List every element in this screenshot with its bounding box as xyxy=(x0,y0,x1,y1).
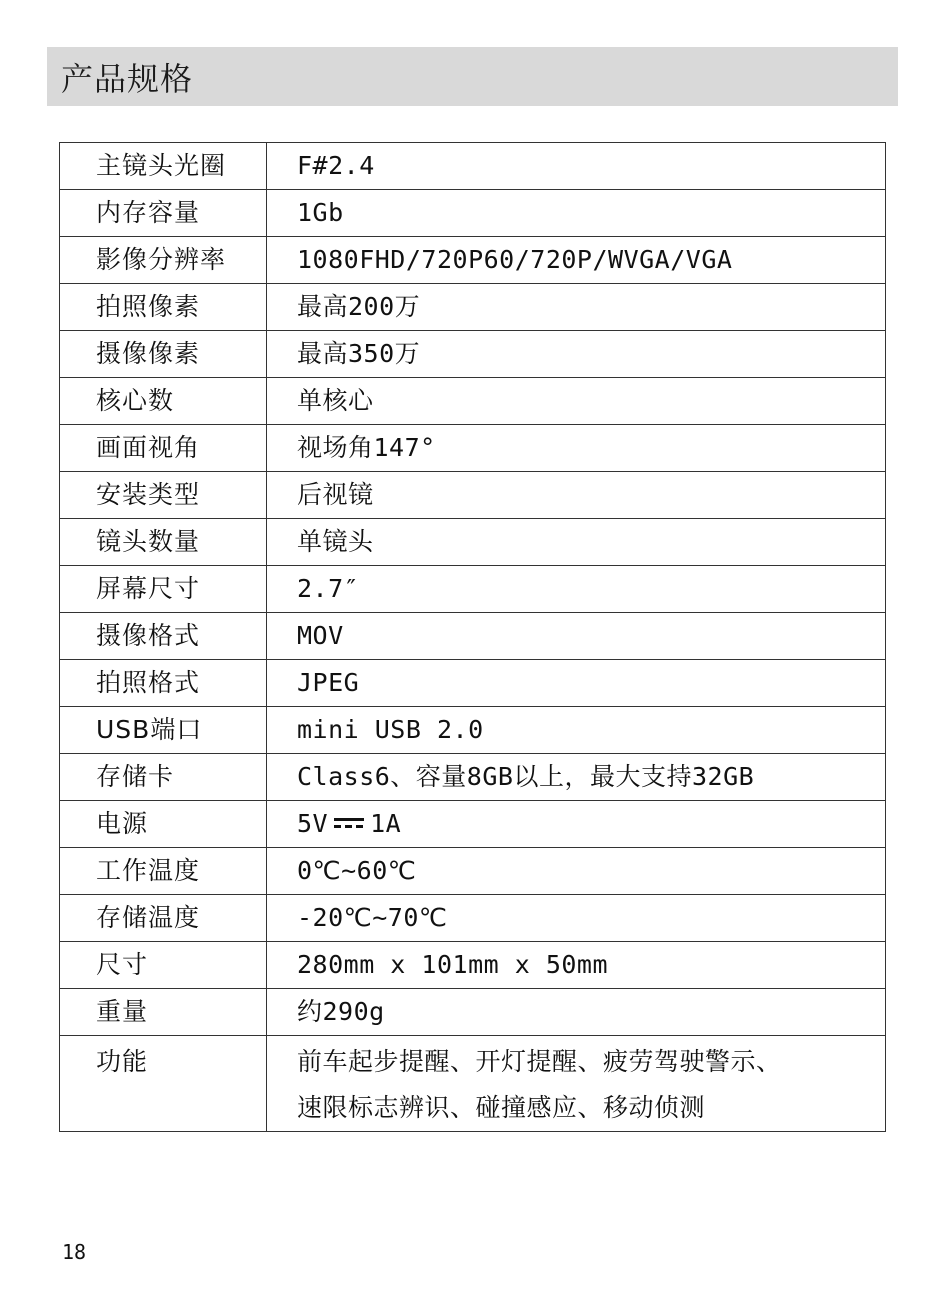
table-row xyxy=(60,613,886,660)
table-row xyxy=(60,190,886,237)
spec-label: 安装类型 xyxy=(60,472,267,519)
spec-value: 单核心 xyxy=(267,378,886,425)
spec-value: mini USB 2.0 xyxy=(267,707,886,754)
current-value: 1A xyxy=(370,809,402,838)
spec-value: 后视镜 xyxy=(267,472,886,519)
section-header xyxy=(47,47,898,106)
spec-label: 内存容量 xyxy=(60,190,267,237)
spec-label: 工作温度 xyxy=(60,848,267,895)
spec-value-line: 速限标志辨识、碰撞感应、移动侦测 xyxy=(297,1093,706,1122)
spec-value: -20℃~70℃ xyxy=(267,895,886,942)
spec-label: 屏幕尺寸 xyxy=(60,566,267,613)
spec-value: 1Gb xyxy=(267,190,886,237)
spec-label: 功能 xyxy=(60,1036,267,1132)
table-row xyxy=(60,1036,886,1132)
table-row xyxy=(60,754,886,801)
spec-value: 单镜头 xyxy=(267,519,886,566)
spec-label: USB端口 xyxy=(60,707,267,754)
spec-label: 影像分辨率 xyxy=(60,237,267,284)
spec-label: 摄像格式 xyxy=(60,613,267,660)
table-row xyxy=(60,707,886,754)
spec-label: 摄像像素 xyxy=(60,331,267,378)
spec-label: 核心数 xyxy=(60,378,267,425)
spec-value: 2.7″ xyxy=(267,566,886,613)
table-row xyxy=(60,237,886,284)
table-row xyxy=(60,660,886,707)
spec-label: 尺寸 xyxy=(60,942,267,989)
spec-label: 拍照像素 xyxy=(60,284,267,331)
table-row xyxy=(60,848,886,895)
spec-label: 存储卡 xyxy=(60,754,267,801)
page-title: 产品规格 xyxy=(61,59,194,98)
table-row xyxy=(60,472,886,519)
page-number: 18 xyxy=(62,1240,87,1264)
table-row xyxy=(60,942,886,989)
spec-value: Class6、容量8GB以上，最大支持32GB xyxy=(267,754,886,801)
spec-value: 0℃~60℃ xyxy=(267,848,886,895)
spec-value: F#2.4 xyxy=(267,143,886,190)
spec-value: MOV xyxy=(267,613,886,660)
table-row xyxy=(60,331,886,378)
table-row xyxy=(60,519,886,566)
spec-value: 最高350万 xyxy=(267,331,886,378)
spec-label: 拍照格式 xyxy=(60,660,267,707)
table-row xyxy=(60,284,886,331)
spec-value: 最高200万 xyxy=(267,284,886,331)
dc-power-icon xyxy=(334,815,364,831)
spec-label: 重量 xyxy=(60,989,267,1036)
spec-label: 画面视角 xyxy=(60,425,267,472)
spec-label: 存储温度 xyxy=(60,895,267,942)
table-row xyxy=(60,989,886,1036)
spec-value: JPEG xyxy=(267,660,886,707)
spec-value xyxy=(267,1036,886,1132)
spec-value: 280mm x 101mm x 50mm xyxy=(267,942,886,989)
table-row xyxy=(60,425,886,472)
spec-value-line: 前车起步提醒、开灯提醒、疲劳驾驶警示、 xyxy=(297,1047,782,1076)
table-row xyxy=(60,801,886,848)
spec-value: 1080FHD/720P60/720P/WVGA/VGA xyxy=(267,237,886,284)
table-row xyxy=(60,378,886,425)
spec-value: 视场角147° xyxy=(267,425,886,472)
table-row xyxy=(60,566,886,613)
spec-table xyxy=(59,142,886,1132)
spec-label: 镜头数量 xyxy=(60,519,267,566)
table-row xyxy=(60,143,886,190)
table-row xyxy=(60,895,886,942)
spec-label: 电源 xyxy=(60,801,267,848)
spec-value xyxy=(267,801,886,848)
spec-value: 约290g xyxy=(267,989,886,1036)
voltage-value: 5V xyxy=(297,809,329,838)
spec-label: 主镜头光圈 xyxy=(60,143,267,190)
